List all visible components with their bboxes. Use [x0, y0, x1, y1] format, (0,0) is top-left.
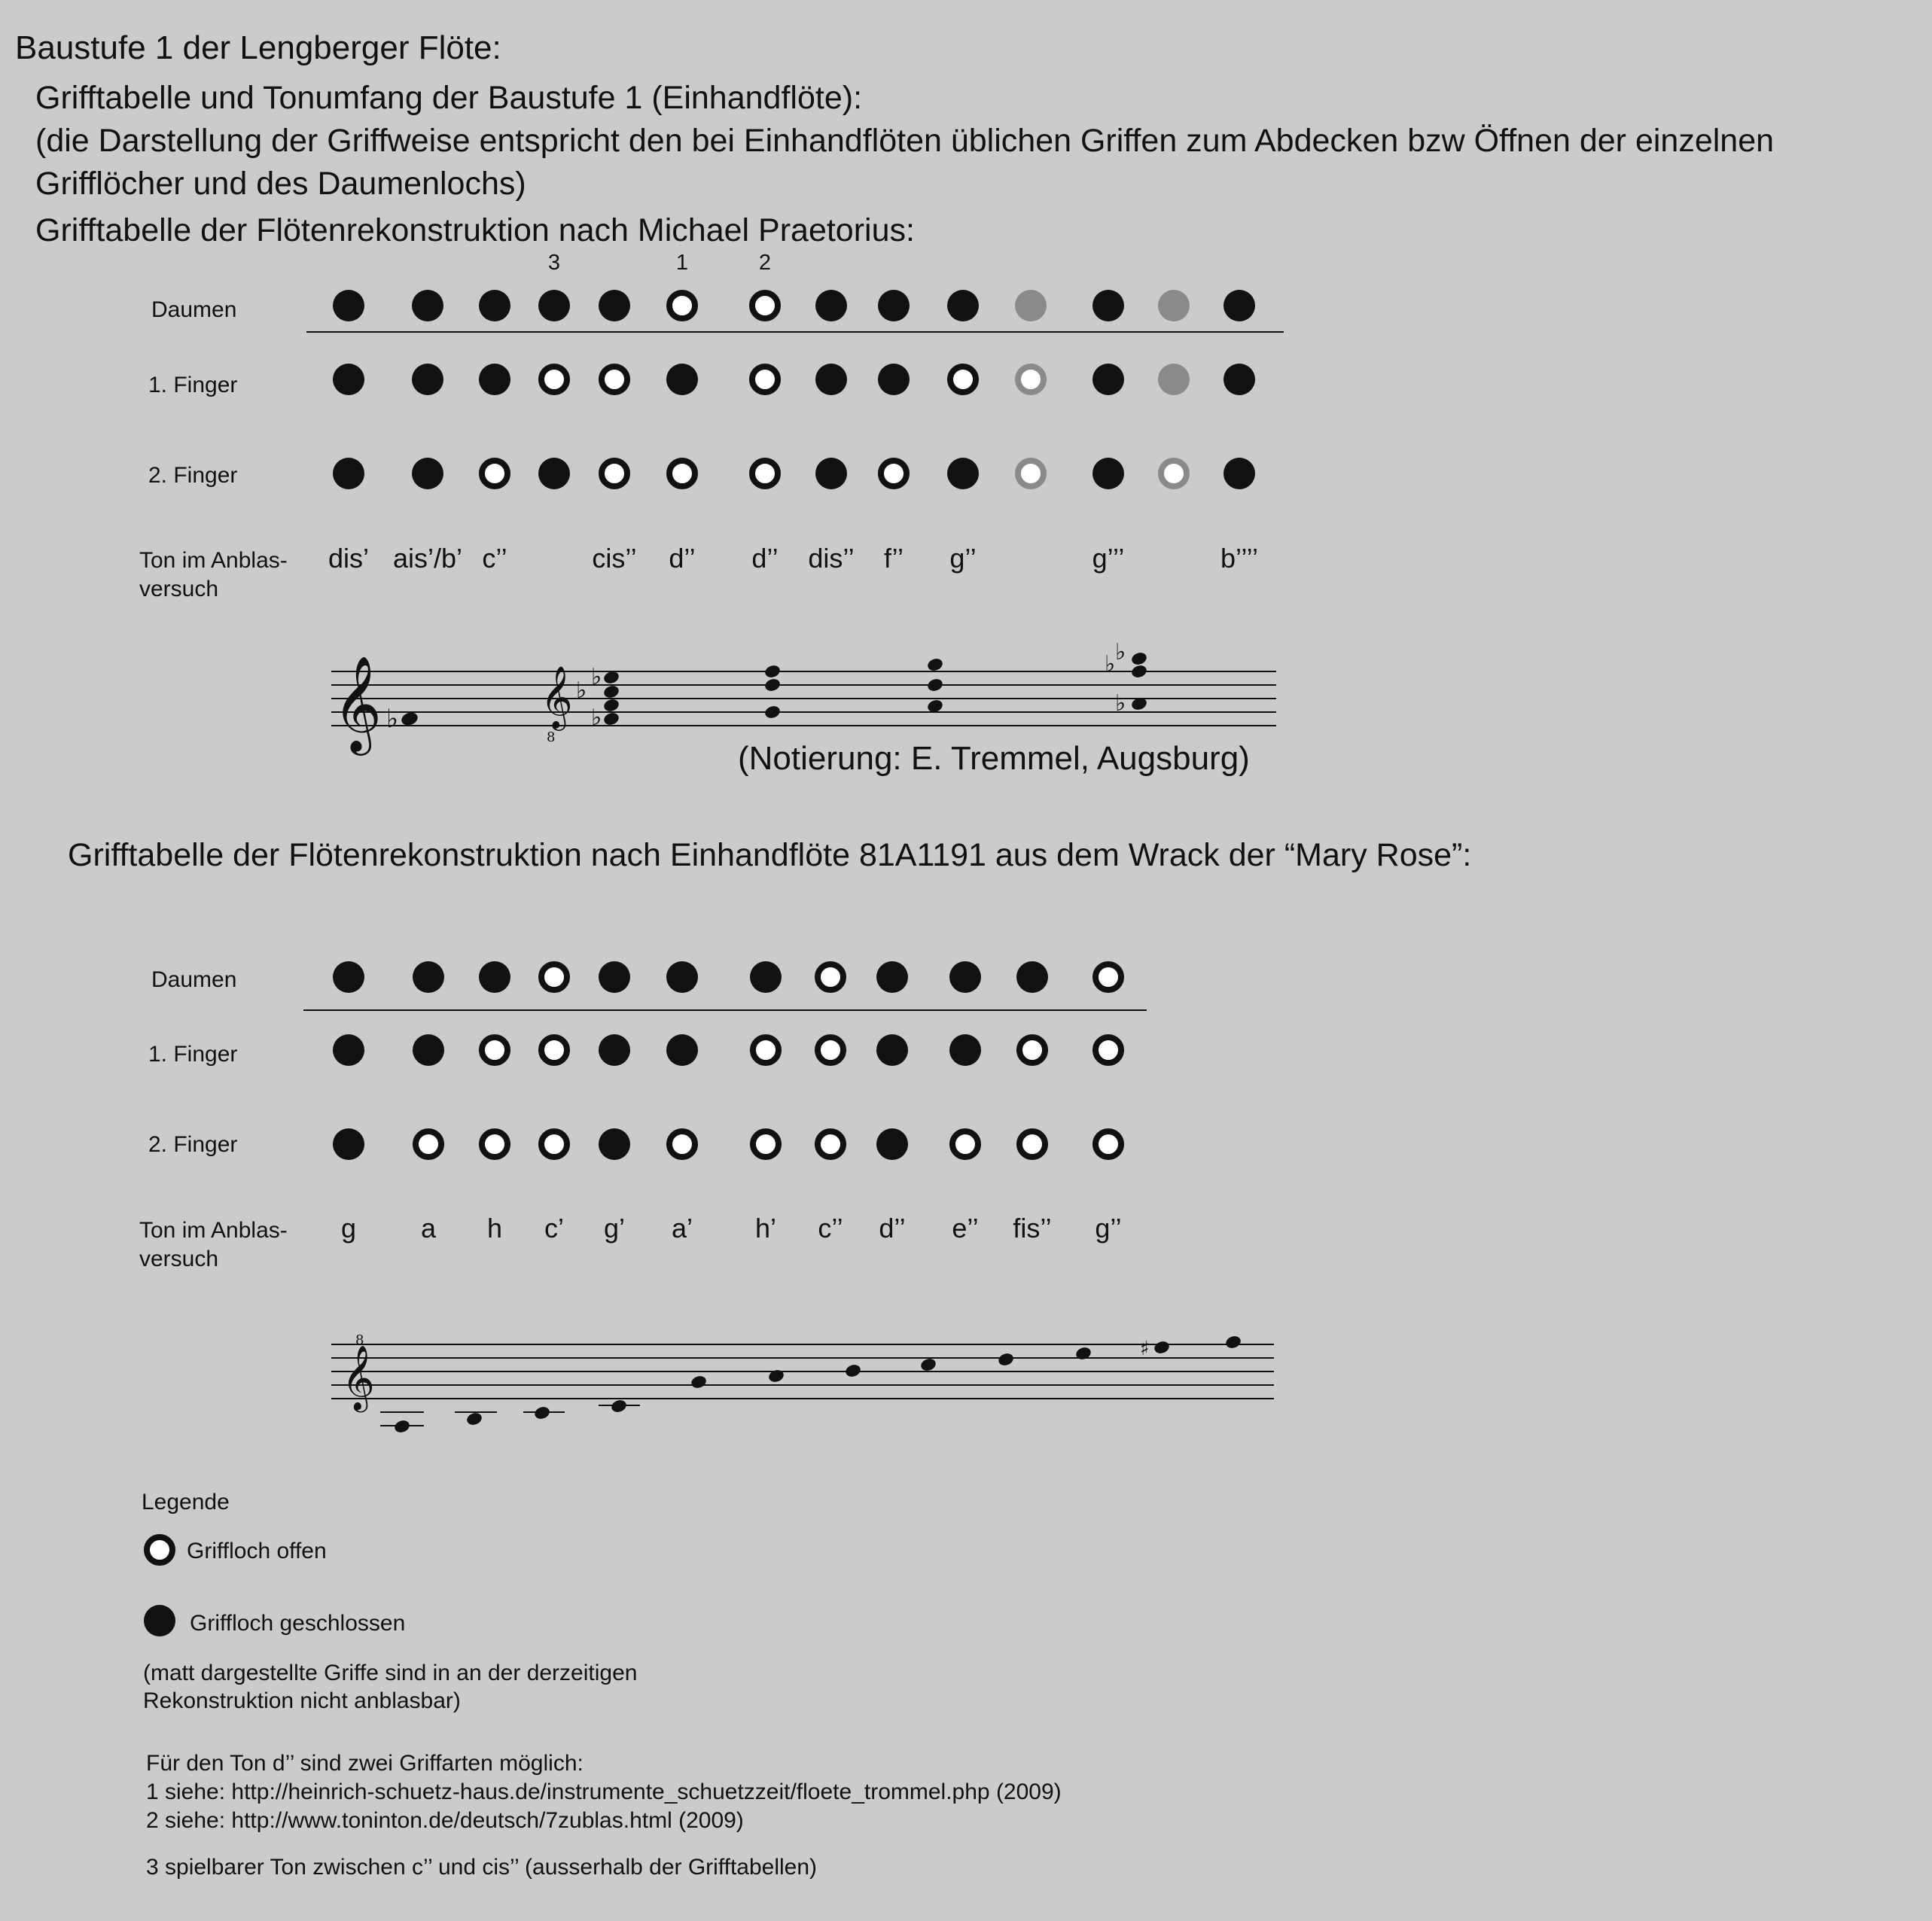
finger2-hole-open	[541, 1131, 567, 1157]
finger1-hole-closed	[878, 364, 910, 395]
table2-label-finger2: 2. Finger	[148, 1132, 238, 1157]
flat-icon: ♭	[591, 664, 602, 690]
thumb-hole-closed	[876, 961, 908, 993]
tone-label: d’’	[879, 1213, 906, 1244]
legend-closed-hole-icon	[144, 1605, 175, 1636]
tone-label: g’’	[949, 543, 977, 574]
table2-label-finger1: 1. Finger	[148, 1042, 238, 1067]
finger2-hole-open	[818, 1131, 843, 1157]
flat-icon: ♭	[1105, 651, 1116, 677]
table1	[139, 251, 1284, 601]
table2-label-tone-2: versuch	[139, 1247, 219, 1271]
finger1-hole-closed	[949, 1034, 981, 1066]
finger2-hole-closed	[876, 1128, 908, 1160]
finger2-hole-open	[416, 1131, 441, 1157]
footnote-ref-3: 3 spielbarer Ton zwischen c’’ und cis’’ (ausserhalb der Grifftabellen)	[146, 1855, 818, 1880]
note-head	[1130, 651, 1148, 667]
flat-icon: ♭	[1115, 639, 1126, 665]
thumb-hole-closed	[878, 290, 910, 321]
note-head	[1130, 664, 1148, 680]
finger1-hole-closed	[1223, 364, 1255, 395]
table1-label-tone-2: versuch	[139, 577, 219, 601]
finger2-hole-closed	[538, 458, 570, 489]
legend-closed-label: Griffloch geschlossen	[190, 1611, 406, 1636]
finger1-hole-closed	[412, 364, 443, 395]
footnote-mark: 1	[675, 251, 689, 275]
note-head	[393, 1419, 411, 1435]
table2-label-thumb: Daumen	[151, 967, 237, 992]
tone-label: c’’	[482, 543, 507, 574]
finger2-hole-closed	[1092, 458, 1124, 489]
finger1-hole-open	[753, 1037, 779, 1063]
finger1-hole-open	[541, 1037, 567, 1063]
thumb-hole-open	[541, 964, 567, 990]
finger1-hole-closed	[413, 1034, 444, 1066]
footnote-mark: 3	[547, 251, 561, 275]
finger2-hole-open	[752, 461, 778, 486]
note-head	[1074, 1346, 1092, 1362]
finger1-hole-closed	[666, 1034, 698, 1066]
intro-line-2: (die Darstellung der Griffweise entspricht den bei Einhandflöten üblichen Griffen zum Abdecken bzw Öffnen der einzelnen	[35, 123, 1775, 159]
finger2-hole-open	[602, 461, 627, 486]
thumb-hole-closed	[1092, 290, 1124, 321]
thumb-hole-closed-matt	[1158, 290, 1190, 321]
footnote-ref-1: 1 siehe: http://heinrich-schuetz-haus.de/instrumente_schuetzzeit/floete_trommel.php (2009)	[146, 1779, 1062, 1804]
thumb-hole-closed	[413, 961, 444, 993]
note-head	[763, 705, 782, 720]
tone-label: c’’	[818, 1213, 843, 1244]
footnote-mark: 2	[758, 251, 772, 275]
finger2-hole-closed	[333, 458, 364, 489]
note-head	[926, 677, 944, 693]
table2	[139, 961, 1147, 1271]
thumb-hole-closed	[1016, 961, 1048, 993]
finger1-hole-closed-matt	[1158, 364, 1190, 395]
finger2-hole-open	[482, 1131, 507, 1157]
footnote-intro: Für den Ton d’’ sind zwei Griffarten möglich:	[146, 1751, 584, 1776]
finger1-hole-open	[1096, 1037, 1121, 1063]
note-head	[690, 1375, 708, 1390]
notation-credit: (Notierung: E. Tremmel, Augsburg)	[738, 740, 1250, 777]
note-head	[1224, 1335, 1242, 1350]
thumb-hole-closed	[479, 961, 510, 993]
treble-clef-icon: 𝄞	[342, 1345, 375, 1410]
thumb-hole-open	[669, 293, 695, 318]
tone-label: e’’	[952, 1213, 979, 1244]
finger2-hole-closed	[947, 458, 979, 489]
table1-label-thumb: Daumen	[151, 297, 237, 322]
flat-icon: ♭	[1115, 690, 1126, 717]
flat-icon: ♭	[591, 705, 602, 731]
table1-label-finger2: 2. Finger	[148, 463, 238, 488]
thumb-hole-closed	[815, 290, 847, 321]
note-head	[602, 698, 620, 714]
finger2-hole-open	[1096, 1131, 1121, 1157]
tone-label: g’’’	[1092, 543, 1125, 574]
finger2-hole-open	[669, 461, 695, 486]
thumb-hole-closed	[538, 290, 570, 321]
finger1-hole-open-matt	[1018, 367, 1044, 392]
note-head	[610, 1399, 628, 1414]
thumb-hole-closed	[333, 290, 364, 321]
tone-label: b’’’’	[1220, 543, 1259, 574]
note-head	[602, 711, 620, 727]
note-head	[602, 684, 620, 700]
table1-label-finger1: 1. Finger	[148, 373, 238, 397]
finger2-hole-closed	[333, 1128, 364, 1160]
table2-label-tone-1: Ton im Anblas-	[139, 1218, 288, 1243]
finger2-hole-closed	[1223, 458, 1255, 489]
tone-label: cis’’	[592, 543, 637, 574]
note-head	[763, 677, 782, 693]
tone-label: c’	[544, 1213, 564, 1244]
page-heading: Baustufe 1 der Lengberger Flöte:	[15, 29, 501, 66]
finger2-hole-closed	[815, 458, 847, 489]
tone-label: ais’/b’	[392, 543, 463, 574]
octave-mark: 8	[355, 1332, 364, 1348]
tone-label: a’	[671, 1213, 693, 1244]
finger1-hole-open	[541, 367, 567, 392]
finger1-hole-closed	[666, 364, 698, 395]
thumb-hole-closed	[949, 961, 981, 993]
footnote-ref-2: 2 siehe: http://www.toninton.de/deutsch/7zublas.html (2009)	[146, 1808, 744, 1833]
note-head	[465, 1411, 483, 1427]
thumb-hole-closed	[333, 961, 364, 993]
finger2-hole-closed	[599, 1128, 630, 1160]
legend-matt-note-2: Rekonstruktion nicht anblasbar)	[143, 1688, 461, 1713]
tone-label: fis’’	[1013, 1213, 1052, 1244]
thumb-hole-closed	[479, 290, 510, 321]
legend-title: Legende	[142, 1490, 230, 1515]
treble-clef-icon: 𝄞	[541, 665, 573, 728]
treble-clef-icon: 𝄞	[333, 655, 382, 751]
finger1-hole-closed	[333, 1034, 364, 1066]
note-head	[763, 664, 782, 680]
thumb-hole-open	[752, 293, 778, 318]
thumb-hole-closed	[599, 290, 630, 321]
finger1-hole-open	[482, 1037, 507, 1063]
thumb-hole-closed	[666, 961, 698, 993]
table2-holes	[333, 961, 1121, 1160]
table1-holes	[333, 290, 1255, 489]
finger2-hole-open	[669, 1131, 695, 1157]
thumb-hole-closed-matt	[1015, 290, 1047, 321]
tone-label: dis’	[328, 543, 370, 574]
thumb-hole-closed	[599, 961, 630, 993]
legend-matt-note-1: (matt dargestellte Griffe sind in an der derzeitigen	[143, 1661, 638, 1685]
tone-label: a	[420, 1213, 437, 1244]
table1-title: Grifftabelle der Flötenrekonstruktion nach Michael Praetorius:	[35, 212, 915, 248]
flat-icon: ♭	[386, 704, 399, 734]
finger2-hole-open	[482, 461, 507, 486]
note-head	[926, 657, 944, 673]
finger1-hole-closed	[815, 364, 847, 395]
finger1-hole-open	[752, 367, 778, 392]
tone-label: g’’	[1095, 1213, 1122, 1244]
thumb-hole-closed	[947, 290, 979, 321]
finger2-hole-closed	[412, 458, 443, 489]
finger1-hole-open	[602, 367, 627, 392]
thumb-hole-open	[818, 964, 843, 990]
finger1-hole-closed	[479, 364, 510, 395]
note-head	[844, 1363, 862, 1379]
tone-label: d’’	[669, 543, 696, 574]
tone-label: h	[486, 1213, 503, 1244]
finger1-hole-closed	[599, 1034, 630, 1066]
table2-title: Grifftabelle der Flötenrekonstruktion nach Einhandflöte 81A1191 aus dem Wrack der “Mary Rose”:	[68, 837, 1472, 873]
tone-label: d’’	[751, 543, 779, 574]
sharp-icon: ♯	[1140, 1338, 1150, 1360]
thumb-hole-open	[1096, 964, 1121, 990]
note-head	[1153, 1340, 1171, 1356]
note-head	[767, 1368, 785, 1384]
finger1-hole-open	[1019, 1037, 1045, 1063]
note-head	[919, 1357, 937, 1373]
note-head	[533, 1405, 551, 1421]
note-head	[400, 711, 419, 728]
finger1-hole-closed	[333, 364, 364, 395]
finger1-hole-open	[950, 367, 976, 392]
finger2-hole-open	[1019, 1131, 1045, 1157]
table1-footnote-marks	[548, 251, 771, 275]
legend-open-hole-icon	[147, 1537, 172, 1563]
table2-tones	[341, 1213, 1122, 1244]
tone-label: f’’	[884, 543, 904, 574]
finger2-hole-open	[753, 1131, 779, 1157]
tone-label: h’	[754, 1213, 777, 1244]
note-head	[997, 1352, 1015, 1368]
table1-label-tone-1: Ton im Anblas-	[139, 548, 288, 573]
thumb-hole-closed	[412, 290, 443, 321]
finger2-hole-open	[881, 461, 907, 486]
finger2-hole-open-matt	[1018, 461, 1044, 486]
tone-label: g	[340, 1213, 357, 1244]
tone-label: dis’’	[808, 543, 855, 574]
finger2-hole-open	[952, 1131, 978, 1157]
table1-tones	[328, 543, 1258, 574]
thumb-hole-closed	[1223, 290, 1255, 321]
staff2	[331, 1332, 1274, 1434]
footnotes	[146, 1751, 1062, 1880]
staff1	[331, 639, 1276, 756]
tone-label: g’	[603, 1213, 626, 1244]
legend	[142, 1490, 637, 1713]
thumb-hole-closed	[750, 961, 782, 993]
finger1-hole-closed	[1092, 364, 1124, 395]
finger1-hole-closed	[876, 1034, 908, 1066]
flat-icon: ♭	[576, 677, 587, 704]
finger1-hole-open	[818, 1037, 843, 1063]
intro-line-1: Grifftabelle und Tonumfang der Baustufe 1 (Einhandflöte):	[35, 80, 863, 116]
finger2-hole-open-matt	[1161, 461, 1187, 486]
octave-mark: 8	[547, 729, 556, 745]
legend-open-label: Griffloch offen	[187, 1539, 327, 1563]
intro-line-3: Grifflöcher und des Daumenlochs)	[35, 166, 526, 202]
